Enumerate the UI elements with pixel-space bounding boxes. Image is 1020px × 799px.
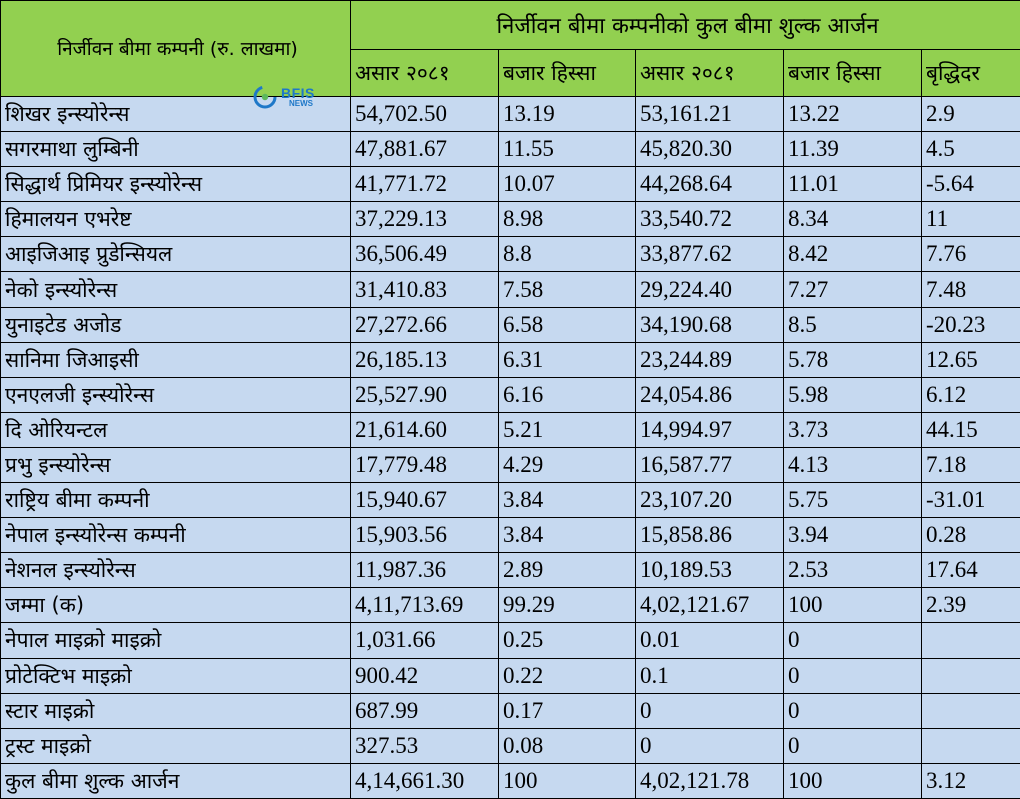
premium-asar-2081-cell: 54,702.50 [351, 97, 499, 132]
market-share-prev-cell: 2.53 [784, 553, 922, 588]
table-row [1, 658, 1020, 693]
market-share-prev-cell: 0 [784, 728, 922, 763]
company-name-cell: ट्रस्ट माइक्रो [1, 728, 351, 763]
growth-rate-cell: 3.12 [922, 763, 1020, 798]
market-share-prev-cell: 0 [784, 693, 922, 728]
premium-asar-2081-prev-cell: 0 [636, 728, 784, 763]
company-name-cell: एनएलजी इन्स्योरेन्स [1, 377, 351, 412]
growth-rate-cell: 7.48 [922, 272, 1020, 307]
company-name-cell: सिद्धार्थ प्रिमियर इन्स्योरेन्स [1, 167, 351, 202]
premium-asar-2081-prev-cell: 0 [636, 693, 784, 728]
table-row [1, 202, 1020, 237]
market-share-cell: 0.17 [499, 693, 636, 728]
growth-rate-cell: 2.9 [922, 97, 1020, 132]
premium-asar-2081-prev-cell: 0.1 [636, 658, 784, 693]
premium-asar-2081-prev-cell: 15,858.86 [636, 518, 784, 553]
growth-rate-cell: 11 [922, 202, 1020, 237]
growth-rate-cell: -20.23 [922, 307, 1020, 342]
market-share-prev-cell: 0 [784, 658, 922, 693]
market-share-cell: 6.58 [499, 307, 636, 342]
premium-asar-2081-cell: 47,881.67 [351, 132, 499, 167]
premium-asar-2081-cell: 21,614.60 [351, 412, 499, 447]
premium-asar-2081-prev-cell: 34,190.68 [636, 307, 784, 342]
market-share-cell: 0.25 [499, 623, 636, 658]
market-share-prev-cell: 13.22 [784, 97, 922, 132]
table-title-label: निर्जीवन बीमा कम्पनीको कुल बीमा शुल्क आर्जन [496, 14, 879, 39]
market-share-cell: 10.07 [499, 167, 636, 202]
premium-asar-2081-cell: 26,185.13 [351, 342, 499, 377]
column-header-market-share-prev: बजार हिस्सा [784, 50, 922, 97]
premium-asar-2081-cell: 900.42 [351, 658, 499, 693]
table-title [351, 1, 1020, 50]
company-name-cell: नेशनल इन्स्योरेन्स [1, 553, 351, 588]
premium-asar-2081-cell: 11,987.36 [351, 553, 499, 588]
table-row [1, 412, 1020, 447]
premium-asar-2081-cell: 687.99 [351, 693, 499, 728]
market-share-cell: 2.89 [499, 553, 636, 588]
company-name-cell: आइजिआइ प्रुडेन्सियल [1, 237, 351, 272]
growth-rate-cell: 7.18 [922, 447, 1020, 482]
company-name-cell: हिमालयन एभरेष्ट [1, 202, 351, 237]
column-header-growth-rate: बृद्धिदर [922, 50, 1020, 97]
company-name-cell: जम्मा (क) [1, 588, 351, 623]
market-share-prev-cell: 11.01 [784, 167, 922, 202]
growth-rate-cell: -31.01 [922, 483, 1020, 518]
company-name-cell: युनाइटेड अजोड [1, 307, 351, 342]
market-share-prev-cell: 8.34 [784, 202, 922, 237]
premium-asar-2081-prev-cell: 4,02,121.78 [636, 763, 784, 798]
market-share-cell: 11.55 [499, 132, 636, 167]
growth-rate-cell: 4.5 [922, 132, 1020, 167]
premium-asar-2081-prev-cell: 4,02,121.67 [636, 588, 784, 623]
market-share-cell: 100 [499, 763, 636, 798]
table-row [1, 518, 1020, 553]
company-name-cell: सानिमा जिआइसी [1, 342, 351, 377]
premium-asar-2081-prev-cell: 16,587.77 [636, 447, 784, 482]
premium-asar-2081-cell: 4,11,713.69 [351, 588, 499, 623]
market-share-prev-cell: 4.13 [784, 447, 922, 482]
company-name-cell: सगरमाथा लुम्बिनी [1, 132, 351, 167]
premium-asar-2081-prev-cell: 10,189.53 [636, 553, 784, 588]
premium-asar-2081-prev-cell: 23,244.89 [636, 342, 784, 377]
market-share-prev-cell: 8.5 [784, 307, 922, 342]
growth-rate-cell: 7.76 [922, 237, 1020, 272]
premium-asar-2081-prev-cell: 45,820.30 [636, 132, 784, 167]
table-row [1, 97, 1020, 132]
company-name-cell: स्टार माइक्रो [1, 693, 351, 728]
market-share-cell: 3.84 [499, 518, 636, 553]
growth-rate-cell [922, 693, 1020, 728]
company-column-header-label: निर्जीवन बीमा कम्पनी (रु. लाखमा) [57, 37, 298, 60]
growth-rate-cell: 12.65 [922, 342, 1020, 377]
logo-sub-text: NEWS [289, 99, 313, 108]
table-row [1, 342, 1020, 377]
premium-asar-2081-prev-cell: 23,107.20 [636, 483, 784, 518]
premium-asar-2081-cell: 36,506.49 [351, 237, 499, 272]
company-name-cell: प्रोटेक्टिभ माइक्रो [1, 658, 351, 693]
column-header-market-share: बजार हिस्सा [499, 50, 636, 97]
growth-rate-cell: -5.64 [922, 167, 1020, 202]
growth-rate-cell: 6.12 [922, 377, 1020, 412]
company-name-cell: नेपाल इन्स्योरेन्स कम्पनी [1, 518, 351, 553]
market-share-prev-cell: 5.98 [784, 377, 922, 412]
table-row [1, 272, 1020, 307]
market-share-prev-cell: 5.75 [784, 483, 922, 518]
premium-asar-2081-cell: 327.53 [351, 728, 499, 763]
growth-rate-cell [922, 658, 1020, 693]
table-row [1, 237, 1020, 272]
growth-rate-cell [922, 623, 1020, 658]
market-share-prev-cell: 3.94 [784, 518, 922, 553]
market-share-prev-cell: 100 [784, 588, 922, 623]
growth-rate-cell [922, 728, 1020, 763]
table-row [1, 728, 1020, 763]
market-share-prev-cell: 11.39 [784, 132, 922, 167]
logo-brand-text: BFIS [281, 85, 315, 101]
market-share-cell: 99.29 [499, 588, 636, 623]
table-row [1, 307, 1020, 342]
market-share-cell: 3.84 [499, 483, 636, 518]
market-share-cell: 13.19 [499, 97, 636, 132]
growth-rate-cell: 44.15 [922, 412, 1020, 447]
column-header-asar-2081-amount-prev: असार २०८१ [636, 50, 784, 97]
company-name-cell: राष्ट्रिय बीमा कम्पनी [1, 483, 351, 518]
company-name-cell: प्रभु इन्स्योरेन्स [1, 447, 351, 482]
market-share-prev-cell: 100 [784, 763, 922, 798]
market-share-cell: 8.8 [499, 237, 636, 272]
premium-asar-2081-cell: 25,527.90 [351, 377, 499, 412]
table-body [1, 97, 1020, 799]
market-share-cell: 0.22 [499, 658, 636, 693]
premium-asar-2081-prev-cell: 33,877.62 [636, 237, 784, 272]
market-share-prev-cell: 3.73 [784, 412, 922, 447]
company-name-cell: शिखर इन्स्योरेन्स [1, 97, 351, 132]
premium-asar-2081-cell: 41,771.72 [351, 167, 499, 202]
table-row [1, 132, 1020, 167]
table-row [1, 167, 1020, 202]
market-share-cell: 6.16 [499, 377, 636, 412]
table-row [1, 483, 1020, 518]
table-row [1, 763, 1020, 798]
market-share-prev-cell: 7.27 [784, 272, 922, 307]
column-header-asar-2081-amount: असार २०८१ [351, 50, 499, 97]
premium-asar-2081-prev-cell: 14,994.97 [636, 412, 784, 447]
market-share-cell: 8.98 [499, 202, 636, 237]
premium-asar-2081-cell: 17,779.48 [351, 447, 499, 482]
market-share-cell: 0.08 [499, 728, 636, 763]
premium-asar-2081-prev-cell: 29,224.40 [636, 272, 784, 307]
premium-asar-2081-cell: 31,410.83 [351, 272, 499, 307]
company-name-cell: नेको इन्स्योरेन्स [1, 272, 351, 307]
market-share-cell: 5.21 [499, 412, 636, 447]
growth-rate-cell: 0.28 [922, 518, 1020, 553]
premium-asar-2081-prev-cell: 24,054.86 [636, 377, 784, 412]
premium-asar-2081-cell: 27,272.66 [351, 307, 499, 342]
table-row [1, 693, 1020, 728]
company-name-cell: नेपाल माइक्रो माइक्रो [1, 623, 351, 658]
growth-rate-cell: 2.39 [922, 588, 1020, 623]
company-column-header [1, 1, 351, 97]
premium-asar-2081-prev-cell: 0.01 [636, 623, 784, 658]
premium-asar-2081-prev-cell: 44,268.64 [636, 167, 784, 202]
market-share-cell: 6.31 [499, 342, 636, 377]
market-share-prev-cell: 8.42 [784, 237, 922, 272]
premium-asar-2081-prev-cell: 33,540.72 [636, 202, 784, 237]
market-share-prev-cell: 5.78 [784, 342, 922, 377]
table-row [1, 588, 1020, 623]
premium-asar-2081-cell: 15,903.56 [351, 518, 499, 553]
market-share-cell: 4.29 [499, 447, 636, 482]
premium-asar-2081-prev-cell: 53,161.21 [636, 97, 784, 132]
premium-asar-2081-cell: 1,031.66 [351, 623, 499, 658]
premium-asar-2081-cell: 15,940.67 [351, 483, 499, 518]
premium-asar-2081-cell: 4,14,661.30 [351, 763, 499, 798]
company-name-cell: कुल बीमा शुल्क आर्जन [1, 763, 351, 798]
table-row [1, 447, 1020, 482]
market-share-prev-cell: 0 [784, 623, 922, 658]
table-row [1, 553, 1020, 588]
premium-asar-2081-cell: 37,229.13 [351, 202, 499, 237]
company-name-cell: दि ओरियन्टल [1, 412, 351, 447]
market-share-cell: 7.58 [499, 272, 636, 307]
table-row [1, 623, 1020, 658]
table-row [1, 377, 1020, 412]
growth-rate-cell: 17.64 [922, 553, 1020, 588]
